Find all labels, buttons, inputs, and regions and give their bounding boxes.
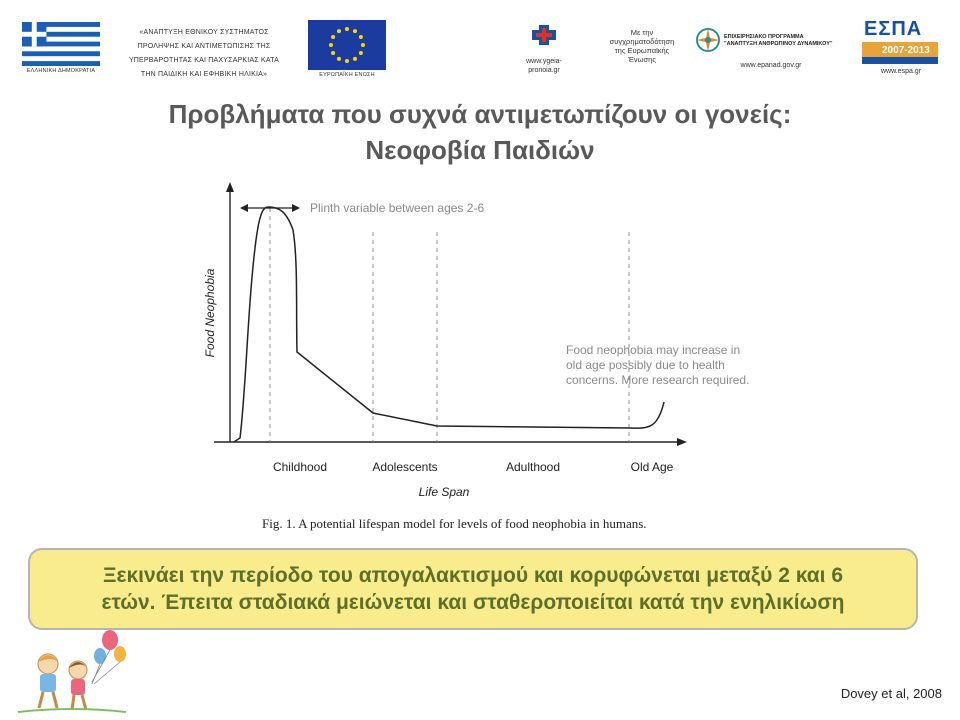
neophobia-chart (190, 180, 750, 510)
citation: Dovey et al, 2008 (840, 686, 942, 701)
neophobia-curve (234, 207, 664, 442)
x-tick-label: Adolescents (372, 460, 438, 474)
espa-color-bar (862, 42, 938, 64)
epanad-url: www.epanad.gov.gr (740, 62, 802, 69)
compass-star-icon (694, 26, 722, 54)
child-body-icon (71, 679, 85, 695)
espa-url: www.espa.gr (880, 68, 922, 75)
cofunding-text (592, 28, 692, 64)
epanad-logo (694, 24, 854, 80)
plinth-arrow-right-head (292, 204, 300, 212)
project-title-line: ΥΠΕΡΒΑΡΟΤΗΤΑΣ ΚΑΙ ΠΑΧΥΣΑΡΚΙΑΣ ΚΑΤΑ (128, 57, 280, 64)
y-axis-arrowhead (226, 182, 234, 192)
child-legs-icon (72, 695, 86, 710)
greek-flag-icon (22, 22, 100, 66)
balloon-icon (114, 646, 126, 662)
greek-flag-logo (22, 22, 102, 78)
eu-flag-icon (308, 20, 386, 70)
greek-flag-caption: ΕΛΛΗΝΙΚΗ ΔΗΜΟΚΡΑΤΙΑ (26, 68, 96, 74)
ground-line (18, 709, 126, 712)
plinth-annotation: Plinth variable between ages 2-6 (310, 201, 485, 215)
y-axis-label: Food Neophobia (203, 268, 217, 358)
old-age-annotation-line: old age possibly due to health (566, 358, 725, 372)
project-title-line: ΤΗΝ ΠΑΙΔΙΚΗ ΚΑΙ ΕΦΗΒΙΚΗ ΗΛΙΚΙΑ» (140, 71, 268, 78)
x-tick-label: Adulthood (505, 460, 561, 474)
cofunding-line: της Ευρωπαϊκής (614, 46, 670, 55)
cofunding-line: Ένωσης (628, 55, 656, 64)
ministry-logo (516, 24, 572, 80)
x-axis-label: Life Span (418, 485, 470, 499)
callout-text (43, 562, 903, 616)
project-title-block (116, 28, 292, 79)
eu-flag-caption: ΕΥΡΩΠΑΪΚΗ ΕΝΩΣΗ (319, 72, 375, 78)
summary-callout (28, 548, 918, 630)
child-body-icon (40, 674, 56, 692)
espa-stripe (862, 57, 938, 64)
ministry-url-line: pronoia.gr (528, 67, 560, 74)
header-logos (0, 0, 960, 90)
balloon-icon (102, 630, 118, 650)
x-tick-label: Childhood (272, 460, 328, 474)
callout-line: ετών. Έπειτα σταδιακά μειώνεται και σταθεροποιείται κατά την ενηλικίωση (101, 591, 845, 614)
slide-title (40, 96, 920, 168)
slide-title-line1: Προβλήματα που συχνά αντιμετωπίζουν οι γονείς: (168, 99, 792, 129)
callout-line: Ξεκινάει την περίοδο του απογαλακτισμού και κορυφώνεται μεταξύ 2 και 6 (102, 564, 844, 587)
project-title-line: ΠΡΟΛΗΨΗΣ ΚΑΙ ΑΝΤΙΜΕΤΩΠΙΣΗΣ ΤΗΣ (137, 43, 271, 50)
old-age-annotation-line: Food neophobia may increase in (566, 343, 741, 357)
epanad-line: ΕΠΙΧΕΙΡΗΣΙΑΚΟ ΠΡΟΓΡΑΜΜΑ (724, 34, 804, 40)
x-axis-arrowhead (677, 438, 687, 446)
espa-logo (862, 18, 942, 82)
children-balloons-illustration (12, 628, 132, 716)
ministry-url-line: www.ygeia- (526, 58, 562, 65)
epanad-line: "ΑΝΑΠΤΥΞΗ ΑΝΘΡΩΠΙΝΟΥ ΔΥΝΑΜΙΚΟΥ" (724, 41, 833, 47)
balloon-icon (94, 648, 106, 664)
cofunding-line: συγχρηματοδότηση (609, 37, 675, 46)
old-age-annotation-line: concerns. More research required. (566, 373, 750, 387)
espa-title: ΕΣΠΑ (864, 18, 923, 40)
espa-years: 2007-2013 (882, 45, 930, 56)
figure-caption: Fig. 1. A potential lifespan model for levels of food neophobia in humans. (262, 516, 647, 531)
slide-title-line2: Νεοφοβία Παιδιών (365, 135, 595, 165)
medical-cross-icon (529, 24, 559, 46)
cofunding-line: Με την (630, 28, 654, 37)
x-tick-label: Old Age (630, 460, 674, 474)
plinth-arrow-left-head (240, 204, 248, 212)
eu-flag-logo (308, 20, 388, 80)
child-legs-icon (39, 692, 57, 708)
project-title-line: «ΑΝΑΠΤΥΞΗ ΕΘΝΙΚΟΥ ΣΥΣΤΗΜΑΤΟΣ (139, 29, 269, 36)
